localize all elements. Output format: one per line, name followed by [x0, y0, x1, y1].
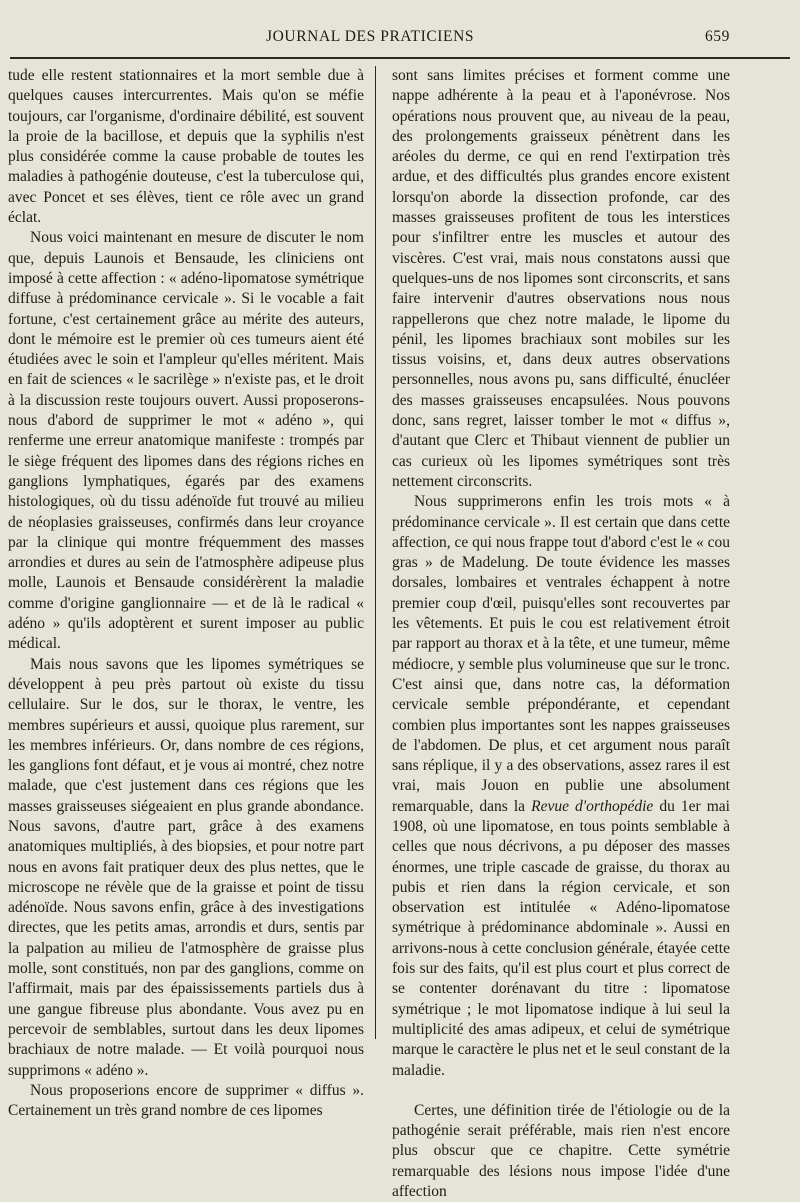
- paragraph: tude elle restent stationnaires et la mort semble due à quelques causes intercurrentes. Mais qu'on se méfie toujours, car l'organisme, d'ordinaire débilité, est souvent la proie de la bacillose, et depuis que la syphilis n'est plus considérée comme la cause probable de toutes les maladies à pathogénie douteuse, c'est la tuberculose qui, avec Poncet et ses élèves, tient ce rôle avec un grand éclat.: [8, 67, 364, 227]
- right-column: [392, 66, 731, 1201]
- page-number: 659: [704, 28, 730, 45]
- left-column: [8, 66, 364, 1120]
- paragraph-text: Nous supprimerons enfin les trois mots « à prédominance cervicale ». Il est certain que dans cette affection, ce qui nous frappe tout d'abord c'est le « cou gras » de Madelung. De toute évidence les masses dorsales, lombaires et ventrales échappent à notre premier coup d'œil, puisqu'elles sont recouvertes par les vêtements. Et puis le cou est relativement étroit par rapport au thorax et à la tête, et une tumeur, même médiocre, y semble plus volumineuse que sur le tronc. C'est ainsi que, dans notre cas, la déformation cervicale semble prépondérante, et cependant combien plus importantes sont les nappes graisseuses de l'abdomen. De plus, et cet argument nous paraît sans réplique, il y a des observations, assez rares il est vrai, mais Jouon en publie une absolument remarquable, dans la: [392, 493, 731, 815]
- paragraph: Certes, une définition tirée de l'étiologie ou de la pathogénie serait préférable, mais rien n'est encore plus obscur que ce chapitre. Cette symétrie remarquable des lésions nous impose l'idée d'une affection: [392, 1101, 730, 1201]
- column-divider: [375, 66, 376, 1039]
- journal-title: JOURNAL DES PRATICIENS: [266, 28, 475, 45]
- paragraph-text: du 1er mai 1908, où une lipomatose, en tous points semblable à celles que nous décrivons, a pu déposer des masses énormes, une triple cascade de graisse, du thorax au pubis et rien dans la région cervicale, et son observation est intitulée « Adéno-lipomatose symétrique à prédominance abdominale ». Aussi en arrivons-nous à cette conclusion générale, étayée cette fois sur des faits, qu'il est plus court et plus correct de se contenter dorénavant du titre : lipomatose symétrique ; le mot lipomatose indique à lui seul la multiplicité des amas adipeux, et celui de symétrique marque le caractère le plus net et le seul constant de la maladie.: [392, 797, 730, 1079]
- paragraph: Nous proposerions encore de supprimer « diffus ». Certainement un très grand nombre de ces lipomes: [8, 1081, 364, 1120]
- paragraph: Nous voici maintenant en mesure de discuter le nom que, depuis Launois et Bensaude, les cliniciens ont imposé à cette affection : « adéno-lipomatose symétrique diffuse à prédominance cervicale ». Si le vocable a fait fortune, c'est certainement grâce au mérite des auteurs, dont le mémoire est le premier où ces tumeurs aient été étudiées avec le soin et l'ampleur qu'elles méritent. Mais en fait de sciences « le sacrilège » n'existe pas, et le droit à la discussion reste toujours ouvert. Aussi proposerons-nous d'abord de supprimer le mot « adéno », qui renferme une erreur anatomique manifeste : trompés par le siège fréquent des lipomes dans des régions riches en ganglions lymphatiques, égarés par des examens histologiques, où du tissu adénoïde fut trouvé au milieu de néoplasies graisseuses, confirmés dans leur croyance par la clinique qui montre fréquemment des masses arrondies et dures au sein de l'atmosphère adipeuse plus molle, Launois et Bensaude considérèrent la maladie comme d'origine ganglionnaire — et de là le radical « adéno » qu'ils adoptèrent et surent imposer au public médical.: [8, 229, 364, 653]
- journal-citation: Revue d'orthopédie: [531, 797, 654, 815]
- paragraph: [392, 492, 730, 1081]
- paragraph: Mais nous savons que les lipomes symétriques se développent à peu près partout où existe du tissu cellulaire. Sur le dos, sur le thorax, le ventre, les membres supérieurs et aussi, quoique plus rarement, sur les membres inférieurs. Or, dans nombre de ces régions, les ganglions font défaut, et je vous ai montré, chez notre malade, que c'est justement dans ces régions que les masses graisseuses siégeaient en plus grande abondance. Nous savons, d'autre part, grâce à des examens anatomiques multipliés, à des biopsies, et pour notre part nous en avons fait pratiquer deux des plus nettes, que le microscope ne révèle que de la graisse et point de tissu adénoïde. Nous savons enfin, grâce à des investigations directes, que les petits amas, arrondis et durs, sentis par la palpation au milieu de l'atmosphère de graisse plus molle, sont constitués, non par des ganglions, comme on l'affirmait, mais par des épaississements partiels dus à une gangue fibreuse plus abondante. Vous avez pu en percevoir de semblables, surtout dans les deux lipomes brachiaux de notre malade. — Et voilà pourquoi nous supprimons « adéno ».: [8, 655, 364, 1079]
- paragraph: sont sans limites précises et forment comme une nappe adhérente à la peau et à l'aponévrose. Nos opérations nous prouvent que, au niveau de la peau, des prolongements graisseux pénètrent dans les aréoles du derme, ce qui en rend l'extirpation très ardue, et des difficultés plus grandes encore existent lorsqu'on aborde la dissection profonde, car des masses graisseuses profitent de tous les interstices pour s'infiltrer entre les muscles et autour des viscères. C'est vrai, mais nous constatons aussi que quelques-uns de nos lipomes sont circonscrits, et sans faire intervenir d'autres observations nous nous rappellerons que chez notre malade, le lipome du pénil, les lipomes brachiaux sont mobiles sur les tissus voisins, et, dans deux autres observations personnelles, nous avons pu, sans difficulté, énucléer des masses graisseuses encapsulées. Nous pouvons donc, sans regret, laisser tomber le mot « diffus », d'autant que Clerc et Thibaut viennent de publier un cas curieux où les lipomes symétriques sont très nettement circonscrits.: [392, 67, 730, 490]
- header-rule: [10, 57, 790, 59]
- running-head: [258, 28, 730, 50]
